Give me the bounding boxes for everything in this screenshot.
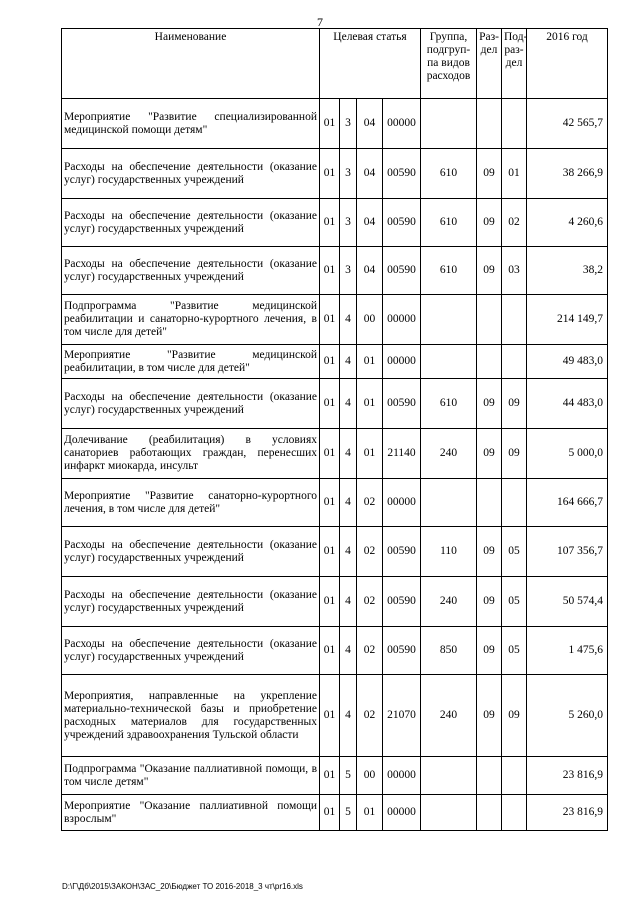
target-code-subprogram: 5 [340,757,357,795]
section-code [477,295,502,345]
expense-group-code: 110 [421,527,477,577]
target-code-subprogram: 4 [340,527,357,577]
target-code-direction: 00590 [383,149,421,199]
subsection-code [502,99,527,149]
target-code-direction: 00590 [383,527,421,577]
file-path-footer: D:\Г\Дб\2015\ЗАКОН\ЗАС_20\Бюджет ТО 2016-2018_3 чт\pr16.xls [62,882,303,891]
section-code: 09 [477,149,502,199]
section-code: 09 [477,675,502,757]
table-row [62,295,608,345]
amount-2016: 5 000,0 [527,429,608,479]
target-code-subprogram: 3 [340,99,357,149]
section-code: 09 [477,379,502,429]
row-name: Подпрограмма "Оказание паллиативной помощи, в том числе детям" [62,757,320,795]
expense-group-code: 240 [421,577,477,627]
target-code-event: 01 [357,379,383,429]
row-name: Расходы на обеспечение деятельности (оказание услуг) государственных учреждений [62,527,320,577]
target-code-subprogram: 4 [340,675,357,757]
amount-2016: 38,2 [527,247,608,295]
table-row [62,99,608,149]
subsection-code [502,479,527,527]
amount-2016: 42 565,7 [527,99,608,149]
section-code: 09 [477,429,502,479]
subsection-code: 05 [502,527,527,577]
amount-2016: 107 356,7 [527,527,608,577]
row-name: Мероприятия, направленные на укрепление материально-технической базы и приобретение расходных материалов для государственных учреждений здравоохранения Тульской области [62,675,320,757]
table-row [62,247,608,295]
target-code-event: 02 [357,675,383,757]
section-code: 09 [477,627,502,675]
subsection-code [502,345,527,379]
target-code-program: 01 [320,345,340,379]
target-code-subprogram: 5 [340,795,357,831]
subsection-code: 05 [502,577,527,627]
amount-2016: 50 574,4 [527,577,608,627]
target-code-program: 01 [320,527,340,577]
target-code-direction: 00590 [383,379,421,429]
subsection-code: 03 [502,247,527,295]
expense-group-code: 240 [421,675,477,757]
row-name: Мероприятие "Развитие санаторно-курортного лечения, в том числе для детей" [62,479,320,527]
amount-2016: 23 816,9 [527,757,608,795]
table-row [62,429,608,479]
target-code-subprogram: 4 [340,429,357,479]
subsection-code: 09 [502,379,527,429]
target-code-direction: 00000 [383,795,421,831]
target-code-event: 02 [357,527,383,577]
target-code-event: 01 [357,345,383,379]
section-code [477,479,502,527]
target-code-event: 02 [357,627,383,675]
table-row [62,199,608,247]
expense-group-code [421,795,477,831]
expense-group-code [421,295,477,345]
target-code-event: 00 [357,757,383,795]
table-row [62,479,608,527]
target-code-direction: 00000 [383,345,421,379]
target-code-program: 01 [320,199,340,247]
target-code-subprogram: 4 [340,577,357,627]
amount-2016: 4 260,6 [527,199,608,247]
target-code-subprogram: 4 [340,627,357,675]
row-name: Мероприятие "Развитие медицинской реабилитации, в том числе для детей" [62,345,320,379]
target-code-event: 02 [357,479,383,527]
subsection-code: 09 [502,675,527,757]
expense-group-code [421,345,477,379]
amount-2016: 5 260,0 [527,675,608,757]
row-name: Подпрограмма "Развитие медицинской реабилитации и санаторно-курортного лечения, в том числе для детей" [62,295,320,345]
target-code-program: 01 [320,479,340,527]
target-code-subprogram: 4 [340,379,357,429]
amount-2016: 214 149,7 [527,295,608,345]
target-code-program: 01 [320,429,340,479]
target-code-direction: 00590 [383,627,421,675]
header-year-2016: 2016 год [527,29,608,99]
target-code-event: 04 [357,99,383,149]
expense-group-code: 610 [421,199,477,247]
section-code: 09 [477,577,502,627]
target-code-event: 01 [357,795,383,831]
table-row [62,675,608,757]
expense-group-code [421,757,477,795]
target-code-direction: 00000 [383,757,421,795]
expense-group-code [421,99,477,149]
target-code-subprogram: 3 [340,247,357,295]
target-code-direction: 21070 [383,675,421,757]
subsection-code [502,295,527,345]
row-name: Расходы на обеспечение деятельности (оказание услуг) государственных учреждений [62,627,320,675]
table-row [62,627,608,675]
target-code-program: 01 [320,627,340,675]
subsection-code [502,795,527,831]
subsection-code: 05 [502,627,527,675]
amount-2016: 44 483,0 [527,379,608,429]
target-code-direction: 00590 [383,577,421,627]
target-code-subprogram: 3 [340,149,357,199]
expense-group-code [421,479,477,527]
row-name: Мероприятие "Развитие специализированной медицинской помощи детям" [62,99,320,149]
amount-2016: 49 483,0 [527,345,608,379]
section-code: 09 [477,199,502,247]
amount-2016: 23 816,9 [527,795,608,831]
header-section: Раз-дел [477,29,502,99]
expense-group-code: 240 [421,429,477,479]
row-name: Расходы на обеспечение деятельности (оказание услуг) государственных учреждений [62,577,320,627]
section-code: 09 [477,527,502,577]
section-code [477,795,502,831]
header-expense-group: Группа, подгруп-па видов расходов [421,29,477,99]
section-code [477,757,502,795]
amount-2016: 164 666,7 [527,479,608,527]
target-code-event: 01 [357,429,383,479]
row-name: Расходы на обеспечение деятельности (оказание услуг) государственных учреждений [62,379,320,429]
table-row [62,577,608,627]
target-code-program: 01 [320,149,340,199]
subsection-code [502,757,527,795]
target-code-subprogram: 3 [340,199,357,247]
amount-2016: 38 266,9 [527,149,608,199]
target-code-program: 01 [320,379,340,429]
target-code-event: 00 [357,295,383,345]
header-target-article: Целевая статья [320,29,421,99]
table-row [62,379,608,429]
row-name: Мероприятие "Оказание паллиативной помощи взрослым" [62,795,320,831]
expense-group-code: 610 [421,149,477,199]
budget-table [61,28,608,831]
section-code [477,99,502,149]
target-code-subprogram: 4 [340,479,357,527]
row-name: Расходы на обеспечение деятельности (оказание услуг) государственных учреждений [62,247,320,295]
target-code-event: 04 [357,199,383,247]
subsection-code: 01 [502,149,527,199]
subsection-code: 02 [502,199,527,247]
table-row [62,149,608,199]
row-name: Расходы на обеспечение деятельности (оказание услуг) государственных учреждений [62,149,320,199]
section-code: 09 [477,247,502,295]
target-code-event: 04 [357,247,383,295]
table-row [62,757,608,795]
target-code-program: 01 [320,247,340,295]
table-row [62,345,608,379]
target-code-subprogram: 4 [340,295,357,345]
target-code-direction: 00590 [383,199,421,247]
target-code-event: 02 [357,577,383,627]
header-row [62,29,608,99]
target-code-program: 01 [320,99,340,149]
target-code-direction: 00000 [383,295,421,345]
expense-group-code: 610 [421,379,477,429]
header-name: Наименование [62,29,320,99]
section-code [477,345,502,379]
target-code-program: 01 [320,577,340,627]
amount-2016: 1 475,6 [527,627,608,675]
subsection-code: 09 [502,429,527,479]
table-row [62,527,608,577]
target-code-direction: 00000 [383,99,421,149]
page-number: 7 [317,15,323,29]
target-code-direction: 21140 [383,429,421,479]
target-code-program: 01 [320,795,340,831]
row-name: Долечивание (реабилитация) в условиях санаториев работающих граждан, перенесших инфаркт миокарда, инсульт [62,429,320,479]
header-subsection: Под-раз-дел [502,29,527,99]
target-code-direction: 00590 [383,247,421,295]
expense-group-code: 850 [421,627,477,675]
row-name: Расходы на обеспечение деятельности (оказание услуг) государственных учреждений [62,199,320,247]
target-code-direction: 00000 [383,479,421,527]
target-code-subprogram: 4 [340,345,357,379]
target-code-program: 01 [320,295,340,345]
table-row [62,795,608,831]
target-code-program: 01 [320,757,340,795]
target-code-event: 04 [357,149,383,199]
expense-group-code: 610 [421,247,477,295]
target-code-program: 01 [320,675,340,757]
